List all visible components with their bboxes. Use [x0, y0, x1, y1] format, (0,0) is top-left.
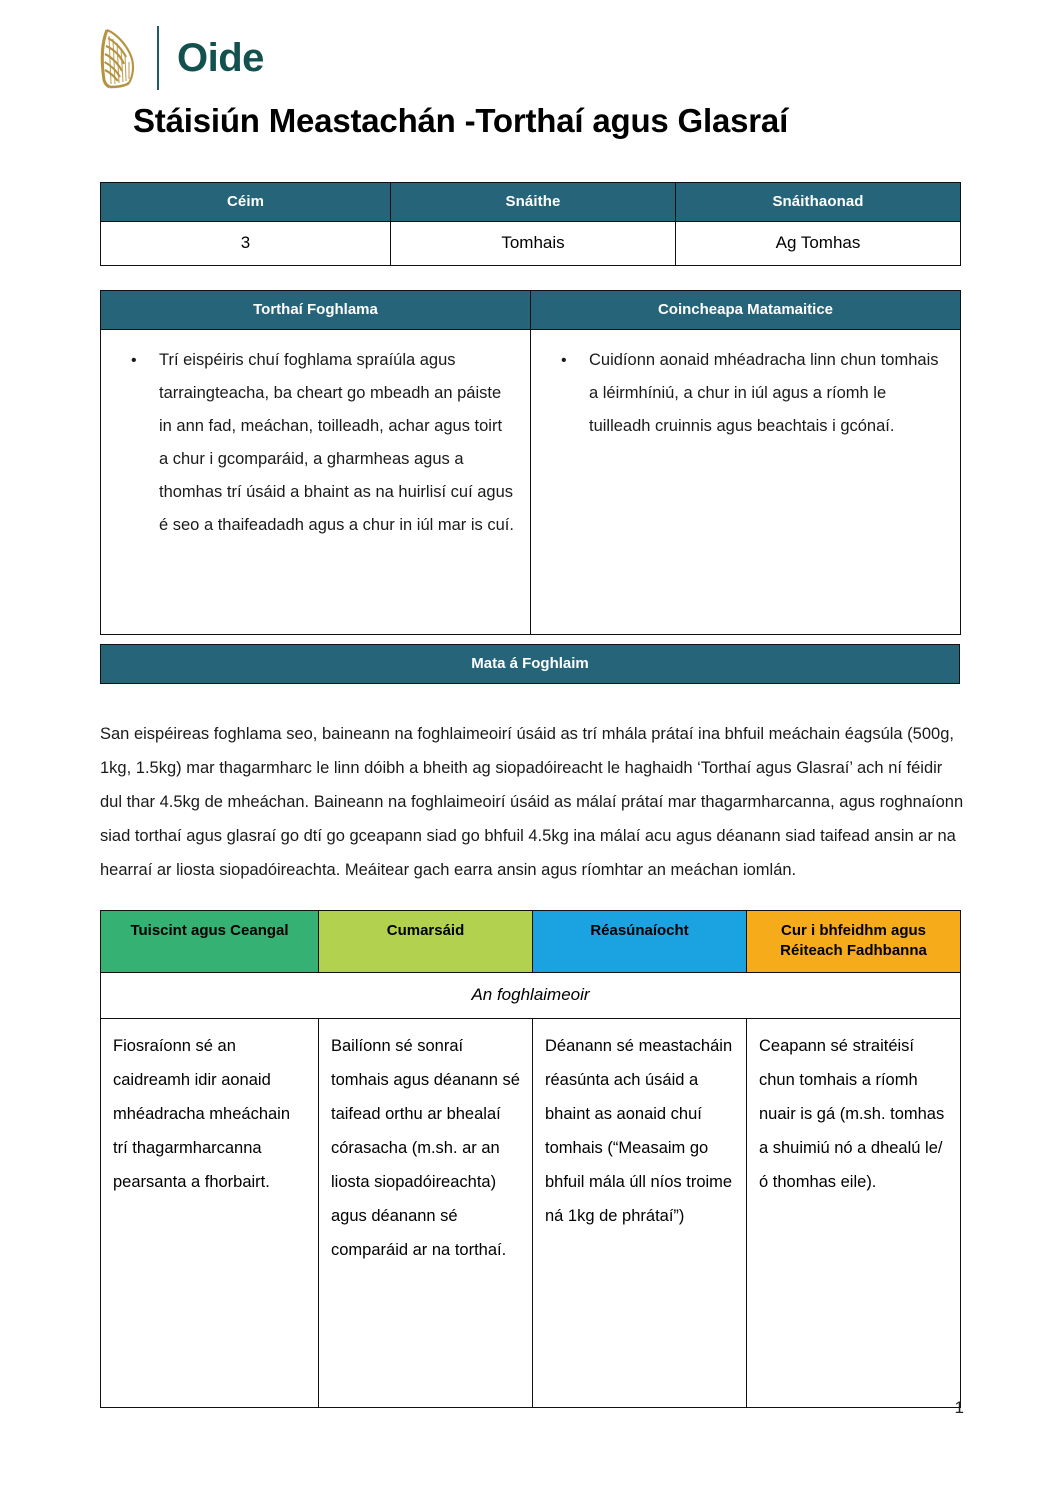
list-item: • Trí eispéiris chuí foghlama spraíúla agus tarraingteacha, ba cheart go mbeadh an páiste in ann fad, meáchan, toilleadh, achar agus toirt a chur i gcomparáid, a gharmheas agus a thomhas trí úsáid a bhaint as na huirlisí cuí agus é seo a thaifeadadh agus a chur in iúl mar is cuí. [159, 344, 514, 542]
body-paragraph: San eispéireas foghlama seo, baineann na foghlaimeoirí úsáid as trí mhála prátaí ina bhfuil meáchain éagsúla (500g, 1kg, 1.5kg) mar thagarmharc le linn dóibh a bheith ag siopadóireacht le haghaidh ‘Torthaí agus Glasraí’ ach ní féidir dul thar 4.5kg de mheáchan. Baineann na foghlaimeoirí úsáid as málaí prátaí mar thagarmharcanna, agus roghnaíonn siad torthaí agus glasraí go dtí go gceapann siad go bhfuil 4.5kg ina málaí acu agus déanann siad taifead ansin ar na hearraí ar liosta siopadóireachta. Meáitear gach earra ansin agus ríomhtar an meáchan iomlán. [100, 724, 964, 880]
harp-icon [95, 26, 141, 90]
header-torthai-foghlama: Torthaí Foghlama [101, 291, 531, 330]
header-snaithe: Snáithe [391, 183, 676, 222]
table-header-row [101, 911, 961, 973]
cell-cumarsaid: Bailíonn sé sonraí tomhais agus déanann sé taifead orthu ar bhealaí córasacha (m.sh. ar an liosta siopadóireachta) agus déanann sé comparáid ar na torthaí. [319, 1019, 533, 1408]
cell-learning-outcomes [101, 330, 531, 635]
overview-table [100, 182, 961, 266]
table-subheader-row [101, 973, 961, 1019]
header-snaithaonad: Snáithaonad [676, 183, 961, 222]
header-reasunaiocht: Réasúnaíocht [533, 911, 747, 973]
cell-reasunaiocht: Déanann sé meastacháin réasúnta ach úsáid a bhaint as aonaid chuí tomhais (“Measaim go bhfuil mála úll níos troime ná 1kg de phrátaí”) [533, 1019, 747, 1408]
skills-table [100, 910, 961, 1408]
header-tuiscint-agus-ceangal: Tuiscint agus Ceangal [101, 911, 319, 973]
header-coincheapa-matamaitice: Coincheapa Matamaitice [531, 291, 961, 330]
math-concepts-list [547, 344, 944, 443]
page-title: Stáisiún Meastachán -Torthaí agus Glasraí [133, 102, 789, 139]
table-row [101, 330, 961, 635]
oide-logo [95, 22, 264, 94]
brand-wordmark: Oide [177, 36, 264, 80]
table-row [101, 1019, 961, 1408]
header-cumarsaid: Cumarsáid [319, 911, 533, 973]
subheader-an-foghlaimeoir: An foghlaimeoir [101, 973, 961, 1019]
cell-snaithaonad-value: Ag Tomhas [676, 222, 961, 266]
list-item: • Cuidíonn aonaid mhéadracha linn chun tomhais a léirmhíniú, a chur in iúl agus a ríomh le tuilleadh cruinnis agus beachtais i gcónaí. [589, 344, 944, 443]
outcomes-table [100, 290, 961, 635]
logo-divider [157, 26, 159, 90]
section-banner-mata-a-foghlaim: Mata á Foghlaim [100, 644, 960, 684]
table-header-row [101, 291, 961, 330]
cell-snaithe-value: Tomhais [391, 222, 676, 266]
cell-math-concepts [531, 330, 961, 635]
header-cur-i-bhfeidhm: Cur i bhfeidhm agus Réiteach Fadhbanna [747, 911, 961, 973]
table-row [101, 222, 961, 266]
page-number: 1 [954, 1398, 964, 1417]
cell-tuiscint-agus-ceangal: Fiosraíonn sé an caidreamh idir aonaid mhéadracha mheáchain trí thagarmharcanna pearsanta a fhorbairt. [101, 1019, 319, 1408]
header-ceim: Céim [101, 183, 391, 222]
learning-outcomes-list [117, 344, 514, 542]
table-header-row [101, 183, 961, 222]
cell-cur-i-bhfeidhm: Ceapann sé straitéisí chun tomhais a ríomh nuair is gá (m.sh. tomhas a shuimiú nó a dhealú le/ó thomhas eile). [747, 1019, 961, 1408]
cell-ceim-value: 3 [101, 222, 391, 266]
